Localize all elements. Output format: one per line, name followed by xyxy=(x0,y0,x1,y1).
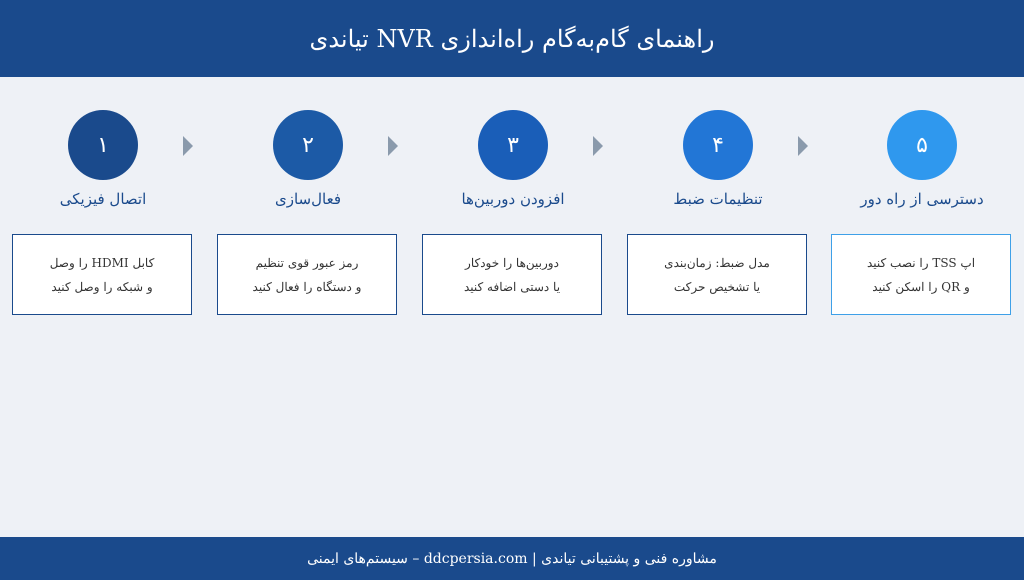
step-card xyxy=(831,234,1011,315)
step-title: دسترسی از راه دور xyxy=(860,190,984,208)
step-title: اتصال فیزیکی xyxy=(59,190,147,208)
step-title: فعال‌سازی xyxy=(275,190,341,208)
step-number-badge: ۳ xyxy=(478,110,548,180)
footer-bar xyxy=(0,537,1024,580)
chevron-right-icon xyxy=(388,136,398,156)
step-title: تنظیمات ضبط xyxy=(673,190,763,208)
step-card xyxy=(422,234,602,315)
step-text-line2: یا تشخیص حرکت xyxy=(673,279,761,294)
chevron-right-icon xyxy=(593,136,603,156)
step-text-line2: و QR را اسکن کنید xyxy=(872,279,970,294)
step-number-badge: ۲ xyxy=(273,110,343,180)
step-text-line2: و دستگاه را فعال کنید xyxy=(252,279,362,294)
step-number-badge: ۴ xyxy=(683,110,753,180)
step-text-line2: یا دستی اضافه کنید xyxy=(463,279,561,294)
step-text-line2: و شبکه را وصل کنید xyxy=(51,279,153,294)
step-text-line1: دوربین‌ها را خودکار xyxy=(465,255,559,270)
step-card xyxy=(627,234,807,315)
chevron-right-icon xyxy=(798,136,808,156)
page-title: راهنمای گام‌به‌گام راه‌اندازی NVR تیاندی xyxy=(309,24,715,53)
step-card xyxy=(217,234,397,315)
header-bar xyxy=(0,0,1024,77)
chevron-right-icon xyxy=(183,136,193,156)
step-text-line1: مدل ضبط: زمان‌بندی xyxy=(664,255,770,270)
step-card xyxy=(12,234,192,315)
step-text-line1: رمز عبور قوی تنظیم xyxy=(255,255,359,270)
step-number-badge: ۵ xyxy=(887,110,957,180)
step-number-badge: ۱ xyxy=(68,110,138,180)
footer-text: مشاوره فنی و پشتیبانی تیاندی | ddcpersia.com – سیستم‌های ایمنی xyxy=(307,550,717,567)
step-title: افزودن دوربین‌ها xyxy=(461,190,565,208)
step-text-line1: کابل HDMI را وصل xyxy=(49,255,155,270)
step-text-line1: اپ TSS را نصب کنید xyxy=(866,255,976,270)
